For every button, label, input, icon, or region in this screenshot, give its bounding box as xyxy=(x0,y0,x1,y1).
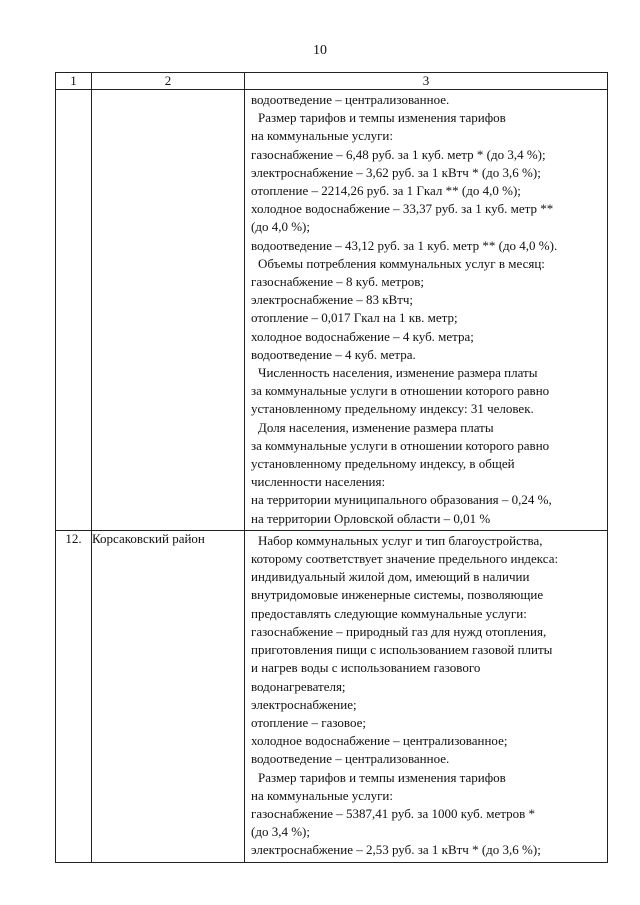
header-col-2: 2 xyxy=(92,73,245,90)
text-line: которому соответствует значение предельного индекса: xyxy=(251,551,559,567)
text-line: индивидуальный жилой дом, имеющий в наличии xyxy=(251,569,530,585)
text-line: на коммунальные услуги: xyxy=(251,787,393,803)
text-line: газоснабжение – природный газ для нужд отопления, xyxy=(251,623,547,639)
district-name-cell: Корсаковский район xyxy=(92,530,245,862)
text-line: (до 3,4 %); xyxy=(251,824,310,840)
text-line: электроснабжение – 3,62 руб. за 1 кВтч * (до 3,6 %); xyxy=(251,164,541,180)
text-line: на коммунальные услуги: xyxy=(251,128,393,144)
text-line: водонагревателя; xyxy=(251,678,346,694)
text-line: отопление – 2214,26 руб. за 1 Гкал ** (до 4,0 %); xyxy=(251,183,521,199)
text-line: Размер тарифов и темпы изменения тарифов xyxy=(258,769,506,785)
text-line: и нагрев воды с использованием газового xyxy=(251,660,481,676)
district-name-cell xyxy=(92,90,245,531)
text-line: внутридомовые инженерные системы, позволяющие xyxy=(251,587,544,603)
text-line: газоснабжение – 8 куб. метров; xyxy=(251,274,424,290)
text-line: за коммунальные услуги в отношении которого равно xyxy=(251,383,550,399)
table-row xyxy=(56,90,608,531)
text-line: водоотведение – централизованное. xyxy=(251,92,450,107)
text-line: за коммунальные услуги в отношении которого равно xyxy=(251,437,550,453)
text-line: электроснабжение – 2,53 руб. за 1 кВтч * (до 3,6 %); xyxy=(251,842,541,858)
description-cell xyxy=(245,90,608,531)
text-line: газоснабжение – 5387,41 руб. за 1000 куб. метров * xyxy=(251,805,536,821)
text-line: водоотведение – централизованное. xyxy=(251,751,450,767)
text-line: холодное водоснабжение – централизованное; xyxy=(251,733,508,749)
table-header-row xyxy=(56,73,608,90)
text-line: установленному предельному индексу: 31 человек. xyxy=(251,401,534,417)
text-line: установленному предельному индексу, в общей xyxy=(251,456,515,472)
header-col-3: 3 xyxy=(245,73,608,90)
text-line: водоотведение – 43,12 руб. за 1 куб. метр ** (до 4,0 %). xyxy=(251,237,558,253)
text-line: холодное водоснабжение – 33,37 руб. за 1 куб. метр ** xyxy=(251,201,554,217)
text-line: отопление – 0,017 Гкал на 1 кв. метр; xyxy=(251,310,458,326)
text-line: водоотведение – 4 куб. метра. xyxy=(251,346,416,362)
text-line: приготовления пищи с использованием газовой плиты xyxy=(251,642,553,658)
text-line: на территории Орловской области – 0,01 % xyxy=(251,510,491,526)
text-line: предоставлять следующие коммунальные услуги: xyxy=(251,605,527,621)
text-line: газоснабжение – 6,48 руб. за 1 куб. метр * (до 3,4 %); xyxy=(251,146,546,162)
text-line: Численность населения, изменение размера платы xyxy=(258,365,538,381)
text-line: Набор коммунальных услуг и тип благоустройства, xyxy=(258,532,543,548)
row-number-cell: 12. xyxy=(56,530,92,862)
page-number: 10 xyxy=(313,43,327,58)
description-text xyxy=(245,531,607,862)
table-row xyxy=(56,530,608,862)
description-cell xyxy=(245,530,608,862)
tariff-table xyxy=(55,72,608,863)
text-line: электроснабжение; xyxy=(251,696,357,712)
text-line: (до 4,0 %); xyxy=(251,219,310,235)
text-line: на территории муниципального образования – 0,24 %, xyxy=(251,492,552,508)
description-text xyxy=(245,90,607,530)
text-line: холодное водоснабжение – 4 куб. метра; xyxy=(251,328,474,344)
text-line: электроснабжение – 83 кВтч; xyxy=(251,292,414,308)
row-number-cell xyxy=(56,90,92,531)
text-line: Размер тарифов и темпы изменения тарифов xyxy=(258,110,506,126)
text-line: Объемы потребления коммунальных услуг в месяц: xyxy=(258,255,545,271)
text-line: Доля населения, изменение размера платы xyxy=(258,419,494,435)
text-line: отопление – газовое; xyxy=(251,714,366,730)
header-col-1: 1 xyxy=(56,73,92,90)
text-line: численности населения: xyxy=(251,474,386,490)
